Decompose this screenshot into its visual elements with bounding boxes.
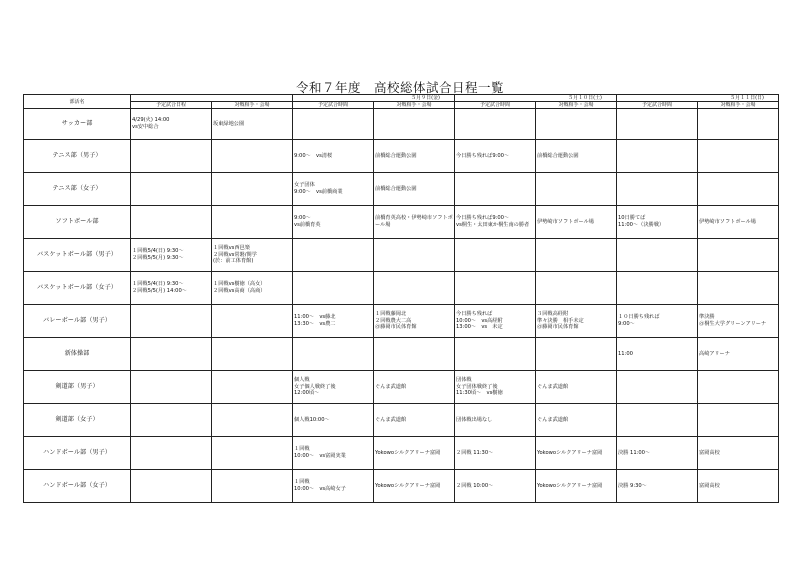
- schedule-time-cell: 11:00～ vs藤北 13:30～ vs農二: [293, 305, 374, 338]
- opponent-venue-cell: [698, 239, 779, 272]
- opponent-venue-cell: １回戦vs西邑楽 ２回戦vs常磐/関学 (於：前工体育館): [212, 239, 293, 272]
- opponent-venue-cell: 前橋育英高校・伊勢崎市ソフトボール場: [374, 206, 455, 239]
- schedule-time-cell: [131, 404, 212, 437]
- opponent-venue-cell: 準決勝 ＠桐生大学グリーンアリーナ: [698, 305, 779, 338]
- opponent-venue-cell: ぐんま武道館: [536, 404, 617, 437]
- column-header: 対戦相手・会場: [374, 102, 455, 109]
- schedule-time-cell: [293, 239, 374, 272]
- opponent-venue-cell: [212, 437, 293, 470]
- schedule-table: [23, 94, 779, 503]
- club-name-cell: 剣道部（男子）: [24, 371, 131, 404]
- opponent-venue-cell: ぐんま武道館: [374, 404, 455, 437]
- schedule-time-cell: 今日勝ち残れば 10:00～ vs高経附 13:00～ vs 未定: [455, 305, 536, 338]
- schedule-time-cell: 9:00～ vs清桜: [293, 140, 374, 173]
- opponent-venue-cell: 坂東緑地公園: [212, 109, 293, 140]
- opponent-venue-cell: [374, 109, 455, 140]
- schedule-time-cell: １回戦5/4(日) 9:30～ ２回戦5/5(月) 9:30～: [131, 239, 212, 272]
- table-row: [24, 109, 779, 140]
- column-header: 予定試合日程: [131, 102, 212, 109]
- opponent-venue-cell: [212, 470, 293, 503]
- schedule-time-cell: [131, 437, 212, 470]
- opponent-venue-cell: [212, 173, 293, 206]
- club-name-cell: ハンドボール部（女子）: [24, 470, 131, 503]
- schedule-time-cell: [455, 338, 536, 371]
- table-row: [24, 404, 779, 437]
- opponent-venue-cell: [212, 206, 293, 239]
- schedule-time-cell: [617, 272, 698, 305]
- schedule-time-cell: [131, 173, 212, 206]
- schedule-time-cell: 今日勝ち残れば9:00～ vs桐生・太田東か桐生南の勝者: [455, 206, 536, 239]
- schedule-time-cell: [131, 371, 212, 404]
- opponent-venue-cell: Yokowoシルクアリーナ富岡: [374, 437, 455, 470]
- table-row: [24, 140, 779, 173]
- schedule-time-cell: 団体戦出場なし: [455, 404, 536, 437]
- schedule-time-cell: ２回戦 10:00～: [455, 470, 536, 503]
- opponent-venue-cell: Yokowoシルクアリーナ富岡: [374, 470, 455, 503]
- schedule-time-cell: [617, 173, 698, 206]
- opponent-venue-cell: [374, 338, 455, 371]
- schedule-time-cell: [455, 173, 536, 206]
- club-name-cell: ハンドボール部（男子）: [24, 437, 131, 470]
- opponent-venue-cell: 富岡高校: [698, 437, 779, 470]
- schedule-time-cell: 団体戦 女子団体戦終了後 11:30頃～ vs樹徳: [455, 371, 536, 404]
- club-name-cell: バスケットボール部（男子）: [24, 239, 131, 272]
- club-column-header: 部活名: [24, 95, 131, 109]
- opponent-venue-cell: [536, 109, 617, 140]
- opponent-venue-cell: 前橋総合運動公園: [536, 140, 617, 173]
- schedule-time-cell: [617, 404, 698, 437]
- table-row: [24, 173, 779, 206]
- header-row-columns: [24, 102, 779, 109]
- opponent-venue-cell: [212, 305, 293, 338]
- opponent-venue-cell: [212, 140, 293, 173]
- schedule-time-cell: １回戦5/4(日) 9:30～ ２回戦5/5(月) 14:00～: [131, 272, 212, 305]
- club-name-cell: バレーボール部（男子）: [24, 305, 131, 338]
- table-row: [24, 272, 779, 305]
- opponent-venue-cell: [698, 272, 779, 305]
- table-row: [24, 470, 779, 503]
- schedule-time-cell: [455, 109, 536, 140]
- header-row-dates: [24, 95, 779, 102]
- opponent-venue-cell: 高崎アリーナ: [698, 338, 779, 371]
- schedule-time-cell: 個人戦10:00～: [293, 404, 374, 437]
- column-header: 対戦相手・会場: [536, 102, 617, 109]
- opponent-venue-cell: [212, 404, 293, 437]
- schedule-time-cell: 個人戦 女子個人戦終了後 12:00頃～: [293, 371, 374, 404]
- schedule-time-cell: [131, 470, 212, 503]
- schedule-time-cell: [131, 140, 212, 173]
- date-header-prev: [131, 95, 293, 102]
- schedule-time-cell: [455, 239, 536, 272]
- club-name-cell: ソフトボール部: [24, 206, 131, 239]
- opponent-venue-cell: [212, 338, 293, 371]
- opponent-venue-cell: [698, 140, 779, 173]
- schedule-time-cell: １０日勝ち残れば 9:00～: [617, 305, 698, 338]
- table-row: [24, 437, 779, 470]
- page-title: 令和７年度 高校総体試合日程一覧: [295, 80, 504, 95]
- schedule-time-cell: 女子団体 9:00～ vs前橋商業: [293, 173, 374, 206]
- opponent-venue-cell: ぐんま武道館: [536, 371, 617, 404]
- schedule-time-cell: [293, 338, 374, 371]
- schedule-time-cell: 9:00～ vs前橋育英: [293, 206, 374, 239]
- schedule-time-cell: [617, 109, 698, 140]
- opponent-venue-cell: [698, 109, 779, 140]
- schedule-time-cell: [617, 239, 698, 272]
- schedule-time-cell: 今日勝ち残れば9:00～: [455, 140, 536, 173]
- schedule-time-cell: [617, 140, 698, 173]
- opponent-venue-cell: ３回戦高経附 準々決勝 相手未定 ＠藤岡市民体育館: [536, 305, 617, 338]
- schedule-time-cell: 4/29(火) 14:00 vs安中総合: [131, 109, 212, 140]
- column-header: 予定試合時間: [455, 102, 536, 109]
- schedule-time-cell: [131, 338, 212, 371]
- opponent-venue-cell: Yokowoシルクアリーナ富岡: [536, 437, 617, 470]
- schedule-time-cell: １回戦 10:00～ vs高崎女子: [293, 470, 374, 503]
- club-name-cell: サッカー部: [24, 109, 131, 140]
- opponent-venue-cell: [536, 272, 617, 305]
- opponent-venue-cell: 富岡高校: [698, 470, 779, 503]
- column-header: 予定試合時間: [617, 102, 698, 109]
- opponent-venue-cell: １回戦vs樹徳（高女） ２回戦vs高商（高商）: [212, 272, 293, 305]
- club-name-cell: テニス部（女子）: [24, 173, 131, 206]
- schedule-time-cell: 10日勝てば 11:00～（決勝戦）: [617, 206, 698, 239]
- opponent-venue-cell: １回戦藤岡北 ２回戦農大二高 ＠藤岡市民体育館: [374, 305, 455, 338]
- opponent-venue-cell: [698, 404, 779, 437]
- schedule-time-cell: １回戦 10:00～ vs富岡実業: [293, 437, 374, 470]
- column-header: 対戦相手・会場: [698, 102, 779, 109]
- opponent-venue-cell: [536, 173, 617, 206]
- table-row: [24, 371, 779, 404]
- schedule-time-cell: [131, 305, 212, 338]
- opponent-venue-cell: ぐんま武道館: [374, 371, 455, 404]
- schedule-time-cell: ２回戦 11:30～: [455, 437, 536, 470]
- opponent-venue-cell: [374, 239, 455, 272]
- table-row: [24, 338, 779, 371]
- date-header: ５月１０日(土): [455, 95, 617, 102]
- club-name-cell: 剣道部（女子）: [24, 404, 131, 437]
- schedule-body: [24, 95, 779, 503]
- opponent-venue-cell: [536, 239, 617, 272]
- table-row: [24, 305, 779, 338]
- opponent-venue-cell: 伊勢崎市ソフトボール場: [536, 206, 617, 239]
- schedule-time-cell: [617, 371, 698, 404]
- schedule-time-cell: 11:00: [617, 338, 698, 371]
- opponent-venue-cell: 前橋総合運動公園: [374, 140, 455, 173]
- opponent-venue-cell: [698, 371, 779, 404]
- club-name-cell: 新体操部: [24, 338, 131, 371]
- opponent-venue-cell: Yokowoシルクアリーナ富岡: [536, 470, 617, 503]
- schedule-time-cell: [293, 272, 374, 305]
- column-header: 予定試合時間: [293, 102, 374, 109]
- schedule-time-cell: [131, 206, 212, 239]
- schedule-time-cell: [455, 272, 536, 305]
- opponent-venue-cell: [374, 272, 455, 305]
- club-name-cell: バスケットボール部（女子）: [24, 272, 131, 305]
- table-row: [24, 206, 779, 239]
- schedule-time-cell: [293, 109, 374, 140]
- opponent-venue-cell: [536, 338, 617, 371]
- column-header: 対戦相手・会場: [212, 102, 293, 109]
- opponent-venue-cell: [698, 173, 779, 206]
- opponent-venue-cell: 前橋総合運動公園: [374, 173, 455, 206]
- opponent-venue-cell: [212, 371, 293, 404]
- opponent-venue-cell: 伊勢崎市ソフトボール場: [698, 206, 779, 239]
- schedule-time-cell: 決勝 11:00～: [617, 437, 698, 470]
- schedule-time-cell: 決勝 9:30～: [617, 470, 698, 503]
- table-row: [24, 239, 779, 272]
- date-header: ５月１１日(日): [617, 95, 779, 102]
- club-name-cell: テニス部（男子）: [24, 140, 131, 173]
- date-header: ５月９日(金): [293, 95, 455, 102]
